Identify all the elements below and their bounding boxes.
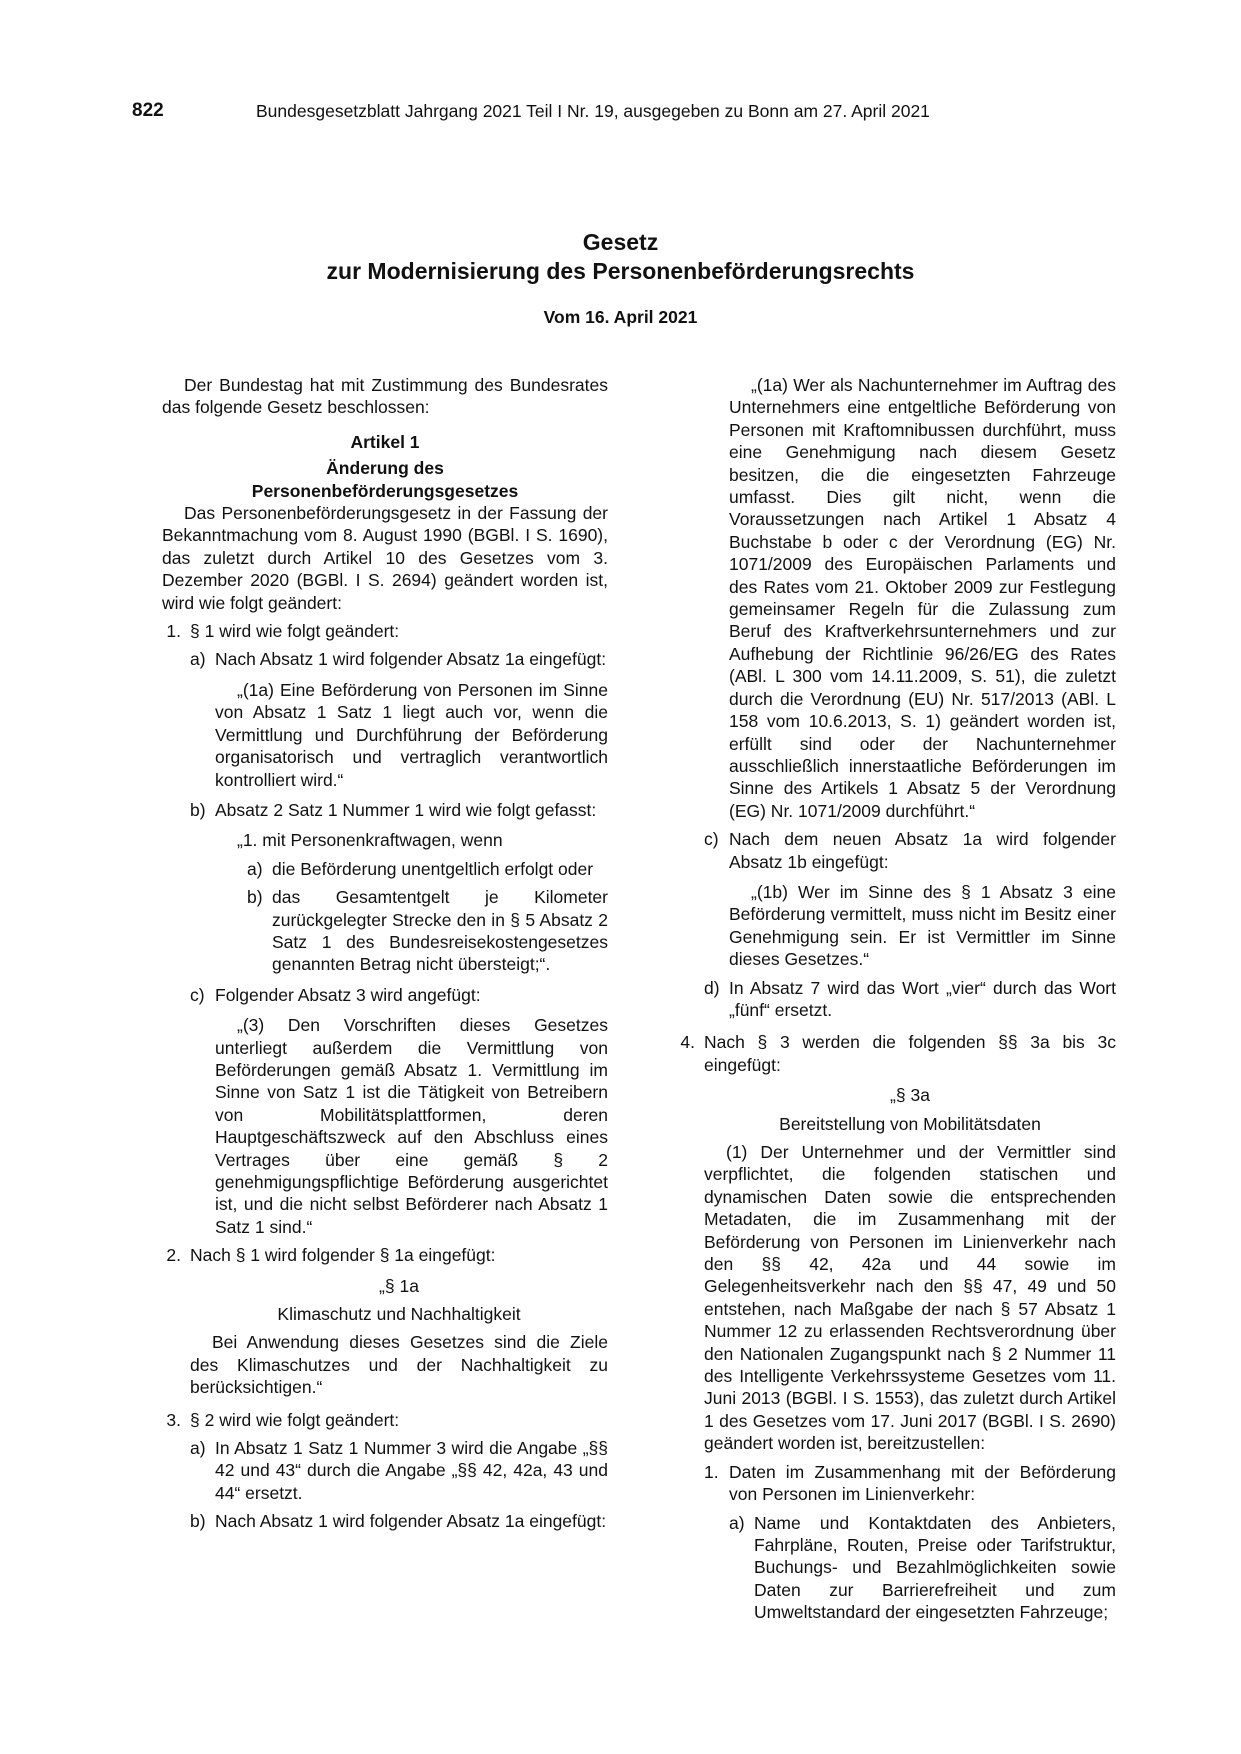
list-item-4-1-a: a) Name und Kontaktdaten des Anbieters, Fahrpläne, Routen, Preise oder Tarifstruktur, Buchungs- und Bezahlmöglichkeiten sowie Daten zur Barrierefreiheit und zum Umweltstandard der eingesetzten Fahrzeuge; bbox=[729, 1512, 1116, 1623]
list-item-1b: b) Absatz 2 Satz 1 Nummer 1 wird wie folgt gefasst: „1. mit Personenkraftwagen, wenn a) die Beförderung unentgeltlich erfolgt oder b) das Gesamtentgelt je Kilometer zurückgelegter Strecke den in § 5 Absatz 2 Satz 1 des Bundesreisekostengesetzes genannten Betrag nicht übersteigt;“. bbox=[190, 799, 608, 975]
law-date: Vom 16. April 2021 bbox=[543, 307, 698, 327]
list-item-4-1: 1. Daten im Zusammenhang mit der Beförderung von Personen im Linienverkehr: a) Name und Kontaktdaten des Anbieters, Fahrpläne, Routen, Preise oder Tarifstruktur, Buchungs- und Bezahlmöglichkeiten sowie Daten zur Barrierefreiheit und zum Umweltstandard der eingesetzten Fahrzeuge; bbox=[704, 1461, 1116, 1623]
quote-3b: „(1a) Wer als Nachunternehmer im Auftrag des Unternehmers eine entgeltliche Beförderung von Personen mit Kraftomnibussen durchführt, muss eine Genehmigung nach diesem Gesetz besitzen, die die eingesetzten Fahrzeuge umfasst. Dies gilt nicht, wenn die Voraussetzungen nach Artikel 1 Absatz 4 Buchstabe b oder c der Verordnung (EG) Nr. 1071/2009 des Europäischen Parlaments und des Rates vom 21. Oktober 2009 zur Festlegung gemeinsamer Regeln für die Zulassung zum Beruf des Kraftverkehrsunternehmers und zur Aufhebung der Richtlinie 96/26/EG des Rates (ABl. L 300 vom 14.11.2009, S. 51), die zuletzt durch die Verordnung (EU) Nr. 517/2013 (ABl. L 158 vom 10.6.2013, S. 1) geändert worden ist, erfüllt sind oder der Nachunternehmer ausschließlich innerstaatliche Beförderungen im Sinne des Artikels 1 Absatz 5 der Verordnung (EG) Nr. 1071/2009 durchführt.“ bbox=[729, 375, 1116, 821]
article-title-line-1: Änderung des bbox=[326, 458, 444, 479]
left-column bbox=[162, 374, 608, 1533]
list-item-4: 4. Nach § 3 werden die folgenden §§ 3a bis 3c eingefügt: „§ 3a Bereitstellung von Mobilitätsdaten (1) Der Unternehmer und der Vermittler sind verpflichtet, die folgenden statischen und dynamischen Daten sowie die entsprechenden Metadaten, die im Zusammenhang mit der Beförderung von Personen im Linienverkehr nach den §§ 42, 42a und 44 sowie im Gelegenheitsverkehr nach den §§ 47, 49 und 50 entstehen, nach Maßgabe der nach § 57 Absatz 1 Nummer 12 zu erlassenden Rechtsverordnung über den Nationalen Zugangspunkt nach § 2 Nummer 11 des Intelligente Verkehrssysteme Gesetzes vom 11. Juni 2013 (BGBl. I S. 1553), das zuletzt durch Artikel 1 des Gesetzes vom 17. Juni 2017 (BGBl. I S. 2690) geändert worden ist, bereitzustellen: 1. Daten im Zusammenhang mit der Beförderung von Personen im Linienverkehr: a) Name und Kontaktdaten des Anbieters, Fahrpläne, Routen, Preise oder Tarifstruktur, Buchungs- und Bezahlmöglichkeiten sowie Daten zur Barrierefreiheit und zum Umweltstandard der eingesetzten Fahrzeuge; bbox=[680, 1032, 1116, 1623]
quote-3c: „(1b) Wer im Sinne des § 1 Absatz 3 eine Beförderung vermittelt, muss nicht im Besitz einer Genehmigung sein. Er ist Vermittler im Sinne dieses Gesetzes.“ bbox=[729, 881, 1116, 970]
list-item-1b-b: b) das Gesamtentgelt je Kilometer zurückgelegter Strecke den in § 5 Absatz 2 Satz 1 des Bundesreisekostengesetzes genannten Betrag nicht übersteigt;“. bbox=[247, 887, 608, 975]
quote-1b: „1. mit Personenkraftwagen, wenn bbox=[237, 830, 503, 851]
list-item-3c: c) Nach dem neuen Absatz 1a wird folgender Absatz 1b eingefügt: „(1b) Wer im Sinne des § 1 Absatz 3 eine Beförderung vermittelt, muss nicht im Besitz einer Genehmigung sein. Er ist Vermittler im Sinne dieses Gesetzes.“ bbox=[704, 829, 1116, 970]
section-1a-body: Bei Anwendung dieses Gesetzes sind die Ziele des Klimaschutzes und der Nachhaltigkeit zu berücksichtigen.“ bbox=[190, 1332, 608, 1398]
section-1a-title: Klimaschutz und Nachhaltigkeit bbox=[277, 1304, 521, 1325]
page-header bbox=[132, 100, 1171, 124]
section-1a-heading: „§ 1a bbox=[379, 1275, 419, 1296]
list-item-1: 1. § 1 wird wie folgt geändert: bbox=[166, 621, 400, 642]
article-heading: Artikel 1 bbox=[350, 431, 420, 452]
list-item-3: 3. § 2 wird wie folgt geändert: bbox=[166, 1409, 400, 1430]
article-intro: Das Personenbeförderungsgesetz in der Fassung der Bekanntmachung vom 8. August 1990 (BGBl. I S. 1690), das zuletzt durch Artikel 10 des Gesetzes vom 3. Dezember 2020 (BGBl. I S. 2694) geändert worden ist, wird wie folgt geändert: bbox=[162, 503, 608, 613]
list-item-2: 2. Nach § 1 wird folgender § 1a eingefügt: „§ 1a Klimaschutz und Nachhaltigkeit Bei Anwendung dieses Gesetzes sind die Ziele des Klimaschutzes und der Nachhaltigkeit zu berücksichtigen.“ bbox=[166, 1245, 608, 1398]
quote-1a: „(1a) Eine Beförderung von Personen im Sinne von Absatz 1 Satz 1 liegt auch vor, wenn die Vermittlung und Durchführung der Beförderung organisatorisch und vertraglich verantwortlich kontrolliert wird.“ bbox=[215, 679, 608, 790]
section-3a-body: (1) Der Unternehmer und der Vermittler sind verpflichtet, die folgenden statischen und dynamischen Daten sowie die entsprechenden Metadaten, die im Zusammenhang mit der Beförderung von Personen im Linienverkehr nach den §§ 42, 42a und 44 sowie im Gelegenheitsverkehr nach den §§ 47, 49 und 50 entstehen, nach Maßgabe der nach § 57 Absatz 1 Nummer 12 zu erlassenden Rechtsverordnung über den Nationalen Zugangspunkt nach § 2 Nummer 11 des Intelligente Verkehrssysteme Gesetzes vom 11. Juni 2013 (BGBl. I S. 1553), das zuletzt durch Artikel 1 des Gesetzes vom 17. Juni 2017 (BGBl. I S. 2690) geändert worden ist, bereitzustellen: bbox=[704, 1142, 1116, 1454]
section-3a-heading: „§ 3a bbox=[890, 1085, 930, 1106]
list-item-1b-a: a) die Beförderung unentgeltlich erfolgt oder bbox=[247, 858, 594, 879]
list-item-1c: c) Folgender Absatz 3 wird angefügt: „(3) Den Vorschriften dieses Gesetzes unterliegt außerdem die Vermittlung von Beförderungen gemäß Absatz 1. Vermittlung im Sinne von Satz 1 ist die Tätigkeit von Betreibern von Mobilitätsplattformen, deren Hauptgeschäftszweck auf den Abschluss eines Vertrages über eine gemäß § 2 genehmigungspflichtige Beförderung ausgerichtet ist, und die nicht selbst Beförderer nach Absatz 1 Satz 1 sind.“ bbox=[190, 984, 608, 1237]
law-title bbox=[0, 228, 1241, 286]
title-line-1: Gesetz bbox=[582, 229, 659, 255]
list-item-3a: a) In Absatz 1 Satz 1 Nummer 3 wird die Angabe „§§ 42 und 43“ durch die Angabe „§§ 42, 42a, 43 und 44“ ersetzt. bbox=[190, 1438, 608, 1503]
list-item-3b: b) Nach Absatz 1 wird folgender Absatz 1a eingefügt: bbox=[190, 1511, 607, 1532]
list-item-3d: d) In Absatz 7 wird das Wort „vier“ durch das Wort „fünf“ ersetzt. bbox=[704, 977, 1116, 1020]
running-head: Bundesgesetzblatt Jahrgang 2021 Teil I Nr. 19, ausgegeben zu Bonn am 27. April 2021 bbox=[256, 101, 930, 121]
article-title-line-2: Personenbeförderungsgesetzes bbox=[251, 480, 519, 501]
intro-paragraph: Der Bundestag hat mit Zustimmung des Bundesrates das folgende Gesetz beschlossen: bbox=[162, 375, 608, 418]
quote-1c: „(3) Den Vorschriften dieses Gesetzes unterliegt außerdem die Vermittlung von Beförderungen gemäß Absatz 1. Vermittlung im Sinne von Satz 1 ist die Tätigkeit von Betreibern von Mobilitätsplattformen, deren Hauptgeschäftszweck auf den Abschluss eines Vertrages über eine gemäß § 2 genehmigungspflichtige Beförderung ausgerichtet ist, und die nicht selbst Beförderer nach Absatz 1 Satz 1 sind.“ bbox=[215, 1015, 608, 1237]
list-item-1a: a) Nach Absatz 1 wird folgender Absatz 1a eingefügt: „(1a) Eine Beförderung von Personen im Sinne von Absatz 1 Satz 1 liegt auch vor, wenn die Vermittlung und Durchführung der Beförderung organisatorisch und vertraglich verantwortlich kontrolliert wird.“ bbox=[190, 649, 608, 790]
title-line-2: zur Modernisierung des Personenbeförderungsrechts bbox=[326, 258, 915, 284]
right-column bbox=[676, 374, 1116, 1624]
section-3a-title: Bereitstellung von Mobilitätsdaten bbox=[779, 1113, 1041, 1134]
page-number: 822 bbox=[132, 100, 164, 121]
